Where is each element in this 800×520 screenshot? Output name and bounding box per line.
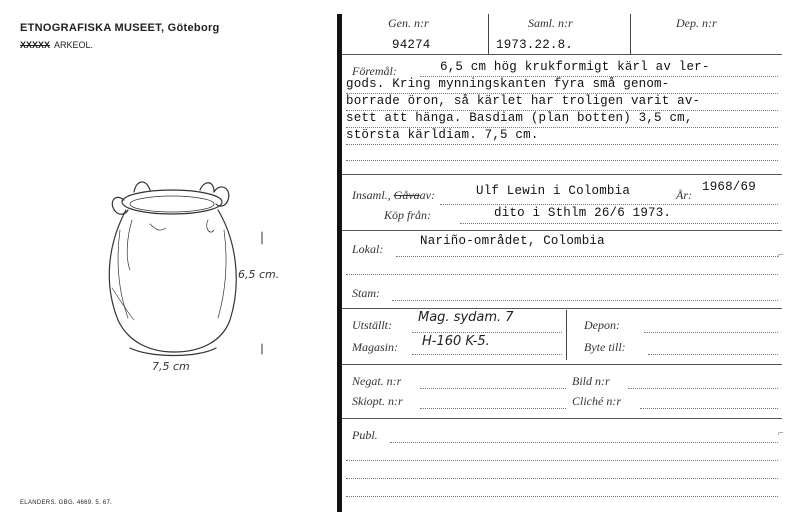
depon-dots xyxy=(644,332,778,333)
kop-dots xyxy=(460,223,778,224)
saml-label: Saml. n:r xyxy=(528,16,573,30)
department-struck: XXXXX xyxy=(20,40,51,50)
cliche-label: Cliché n:r xyxy=(572,394,621,408)
publ-label: Publ. xyxy=(352,428,378,442)
dep-label: Dep. n:r xyxy=(676,16,717,30)
insaml-av: av: xyxy=(419,188,435,202)
magasin-dots xyxy=(412,354,562,355)
sketch-width-label: 7,5 cm xyxy=(152,360,190,373)
negat-label: Negat. n:r xyxy=(352,374,402,388)
stam-label: Stam: xyxy=(352,286,380,300)
insaml-label xyxy=(352,188,435,203)
magasin-rule xyxy=(342,364,782,365)
foremal-dots-5 xyxy=(346,144,778,145)
publ-dots-1 xyxy=(390,442,778,443)
foremal-line-1: 6,5 cm hög krukformigt kärl av ler- xyxy=(440,60,710,74)
utstallt-label: Utställt: xyxy=(352,318,393,332)
foremal-line-3: borrade öron, så kärlet har troligen varit av- xyxy=(346,94,701,108)
byte-label: Byte till: xyxy=(584,340,626,354)
magasin-value: H-160 K-5. xyxy=(422,334,490,349)
punch-mark-1: ⌐ xyxy=(778,250,784,261)
publ-dots-2 xyxy=(346,460,778,461)
foremal-line-4: sett att hänga. Basdiam (plan botten) 3,5 cm, xyxy=(346,111,693,125)
lokal-value: Nariño-området, Colombia xyxy=(420,234,605,248)
header-sep-1 xyxy=(488,14,489,54)
ar-label: År: xyxy=(676,188,692,202)
saml-value: 1973.22.8. xyxy=(496,38,574,52)
bild-dots xyxy=(628,388,778,389)
utstallt-value: Mag. sydam. 7 xyxy=(418,310,514,325)
gen-label: Gen. n:r xyxy=(388,16,429,30)
stam-dots xyxy=(392,300,778,301)
utstallt-dots xyxy=(412,332,562,333)
byte-dots xyxy=(648,354,778,355)
depon-label: Depon: xyxy=(584,318,620,332)
skiopt-dots xyxy=(420,408,566,409)
foremal-rule xyxy=(342,174,782,175)
header-sep-2 xyxy=(630,14,631,54)
department xyxy=(20,40,93,50)
skiopt-label: Skiopt. n:r xyxy=(352,394,403,408)
department-label: ARKEOL. xyxy=(54,40,94,50)
foremal-label: Föremål: xyxy=(352,64,397,78)
bild-label: Bild n:r xyxy=(572,374,610,388)
lokal-dots-2 xyxy=(346,274,778,275)
insaml-rule xyxy=(342,230,782,231)
kop-value: dito i Sthlm 26/6 1973. xyxy=(494,206,672,220)
insaml-struck: Gåva xyxy=(393,188,420,202)
museum-name: ETNOGRAFISKA MUSEET, Göteborg xyxy=(20,22,220,34)
sketch-height-label: 6,5 cm. xyxy=(238,268,280,281)
card-divider xyxy=(337,14,342,512)
foremal-dots-1 xyxy=(420,76,778,77)
printer-imprint: ELANDERS. GBG. 4669. 5. 67. xyxy=(20,500,113,506)
foremal-line-2: gods. Kring mynningskanten fyra små genom- xyxy=(346,77,670,91)
publ-dots-4 xyxy=(346,496,778,497)
header-rule xyxy=(342,54,782,55)
insaml-dots xyxy=(440,204,778,205)
punch-mark-2: ⌐ xyxy=(778,428,784,439)
utstallt-sep xyxy=(566,310,567,360)
foremal-dots-3 xyxy=(346,110,778,111)
foremal-dots-6 xyxy=(346,160,778,161)
ar-value: 1968/69 xyxy=(702,180,756,194)
insaml-label-text: Insaml., xyxy=(352,188,391,202)
negat-rule xyxy=(342,418,782,419)
publ-dots-3 xyxy=(346,478,778,479)
cliche-dots xyxy=(640,408,778,409)
foremal-dots-2 xyxy=(346,93,778,94)
magasin-label: Magasin: xyxy=(352,340,398,354)
negat-dots xyxy=(420,388,566,389)
stam-rule xyxy=(342,308,782,309)
vessel-sketch xyxy=(90,170,330,380)
foremal-line-5: största kärldiam. 7,5 cm. xyxy=(346,128,539,142)
lokal-dots-1 xyxy=(396,256,778,257)
insaml-value: Ulf Lewin i Colombia xyxy=(476,184,631,198)
foremal-dots-4 xyxy=(346,127,778,128)
kop-label: Köp från: xyxy=(384,208,432,222)
gen-value: 94274 xyxy=(392,38,431,52)
lokal-label: Lokal: xyxy=(352,242,384,256)
